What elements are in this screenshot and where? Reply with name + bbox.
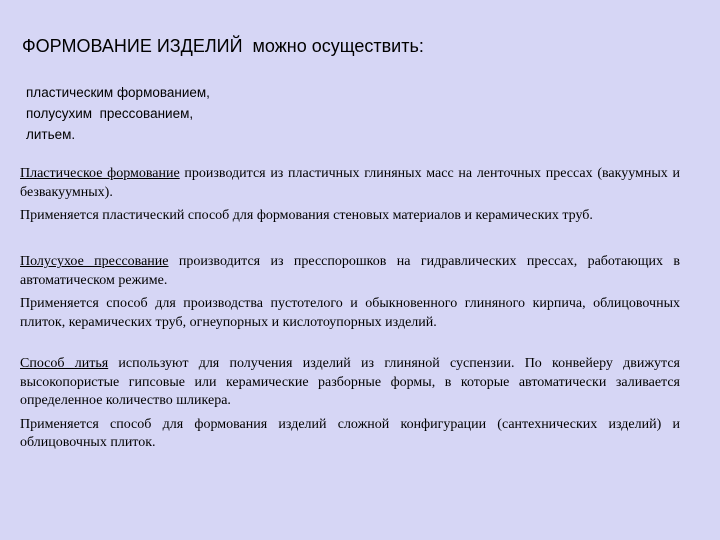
- section-text: производится из пластичных глиняных масс на ленточных прессах (вакуумных и безвакуумных).: [20, 166, 681, 200]
- section-description: [20, 355, 680, 411]
- method-item: литьем.: [26, 127, 76, 142]
- section-term: Пластическое формование: [20, 166, 180, 181]
- method-item: полусухим прессованием,: [26, 106, 194, 121]
- plastic-forming-section: [20, 165, 680, 226]
- section-description: [20, 253, 680, 290]
- casting-section: [20, 355, 680, 453]
- section-term: Полусухое прессование: [20, 254, 169, 269]
- section-description: [20, 165, 680, 202]
- section-application: Применяется способ для производства пустотелого и обыкновенного глиняного кирпича, облицовочных плиток, керамических труб, огнеупорных и кислотоупорных изделий.: [20, 296, 680, 330]
- section-term: Способ литья: [20, 356, 109, 371]
- methods-list: [26, 82, 210, 145]
- slide-title: ФОРМОВАНИЕ ИЗДЕЛИЙ можно осуществить:: [22, 36, 424, 56]
- method-item: пластическим формованием,: [26, 85, 210, 100]
- section-text: используют для получения изделий из глиняной суспензии. По конвейеру движутся высокопористые гипсовые или керамические разборные формы, в которые автоматически заливается определенное количество шликера.: [20, 356, 680, 408]
- section-application: Применяется пластический способ для формования стеновых материалов и керамических труб.: [20, 208, 593, 223]
- section-application: Применяется способ для формования изделий сложной конфигурации (сантехнических изделий) и облицовочных плиток.: [20, 416, 680, 450]
- section-text: производится из пресспорошков на гидравлических прессах, работающих в автоматическом режиме.: [20, 254, 680, 288]
- semi-dry-pressing-section: [20, 253, 680, 332]
